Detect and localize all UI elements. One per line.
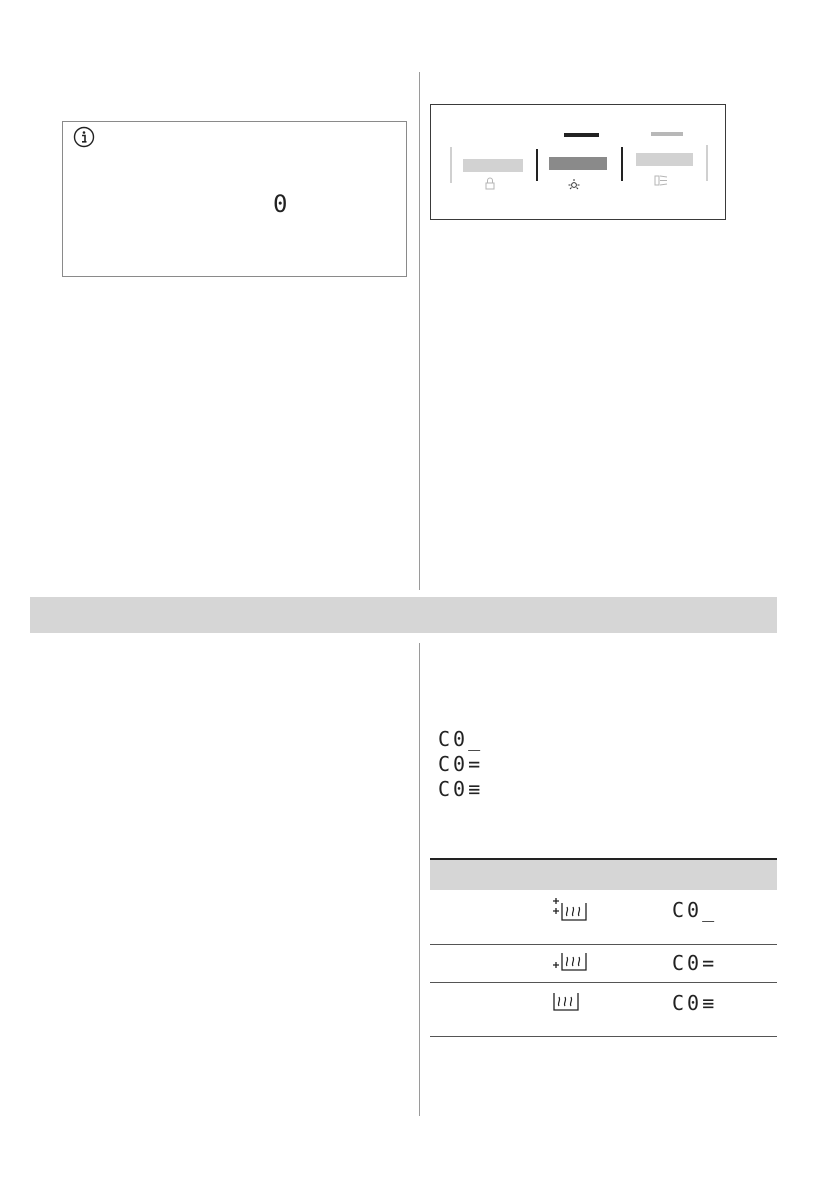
light-icon <box>569 179 580 189</box>
heat-icon <box>550 990 590 1021</box>
heat-plus-icon <box>550 950 590 981</box>
code-level-1: C0_ <box>438 727 484 751</box>
code-level-3: C0≡ <box>438 777 484 801</box>
section-heading-bar <box>30 597 777 633</box>
fan-off-icon <box>655 176 667 185</box>
fan-off-button[interactable] <box>636 132 693 185</box>
info-icon <box>73 126 95 148</box>
code-level-2: C0= <box>438 752 484 776</box>
light-button[interactable] <box>549 133 607 189</box>
table-header <box>430 860 777 890</box>
table-bottom-rule <box>430 1036 777 1037</box>
info-box <box>62 121 407 277</box>
table-code: C0= <box>672 951 718 975</box>
display-digit: 0 <box>273 190 288 218</box>
lock-icon <box>486 178 494 189</box>
column-divider-bottom <box>419 643 420 1116</box>
table-row-rule <box>430 982 777 983</box>
table-code: C0≡ <box>672 991 718 1015</box>
heat-plus-plus-icon <box>550 898 590 929</box>
table-row-rule <box>430 944 777 945</box>
column-divider-top <box>419 72 420 590</box>
control-panel-illustration <box>430 104 726 220</box>
table-code: C0_ <box>672 898 718 922</box>
lock-button[interactable] <box>463 159 523 189</box>
